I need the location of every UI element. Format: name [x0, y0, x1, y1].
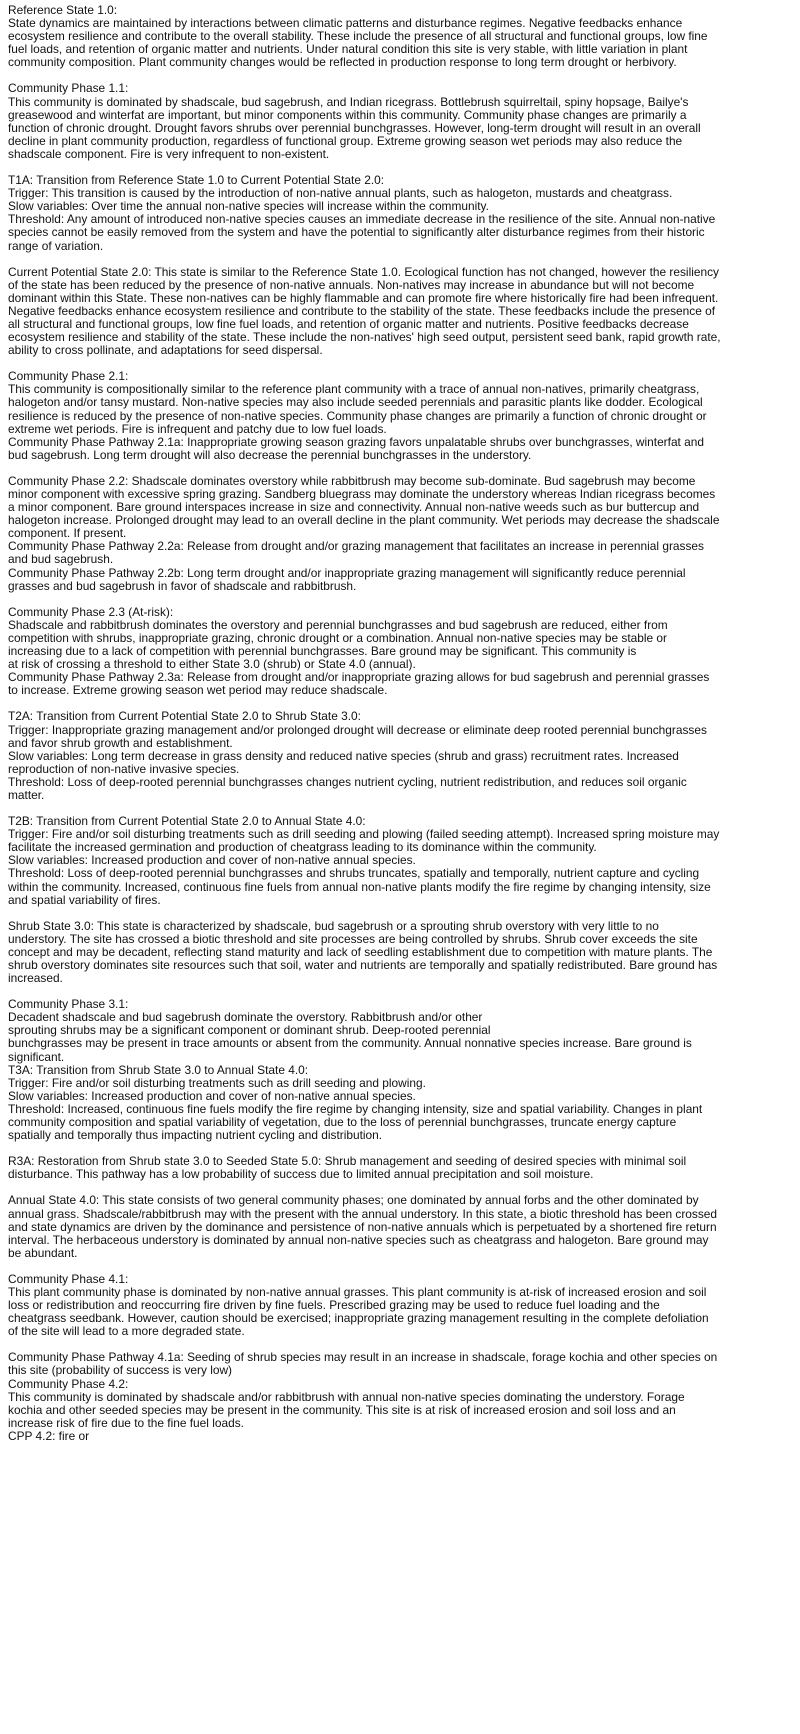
paragraph-block [8, 815, 792, 907]
paragraph-line: community composition and spatial variability of vegetation, due to the loss of perennial bunchgrasses, truncate energy capture [8, 1115, 677, 1130]
paragraph-line: ecosystem resilience and contribute to the overall stability. These include the presence of all structural and functional groups, low fine [8, 29, 708, 44]
paragraph-line: Threshold: Loss of deep-rooted perennial bunchgrasses and shrubs truncates, spatially and temporally, nutrient capture and cycling [8, 866, 700, 881]
paragraph-line: facilitate the increased germination and production of cheatgrass leading to its dominance within the community. [8, 840, 597, 855]
paragraph-line: Slow variables: Long term decrease in grass density and reduced native species (shrub and grass) recruitment rates. Increased [8, 748, 679, 763]
paragraph-line: Negative feedbacks enhance ecosystem resilience and contribute to the stability of the state. These feedbacks include the presence of [8, 303, 716, 318]
paragraph-line: of the site will lead to a more degraded state. [8, 1324, 245, 1339]
paragraph-line: Threshold: Any amount of introduced non-native species causes an immediate decrease in the resilience of the site. Annual non-native [8, 212, 716, 227]
paragraph-line: and state dynamics are driven by the dominance and persistence of non-native annuals which is perpetuated by a shortened fire return [8, 1219, 717, 1234]
paragraph-line: annual grass. Shadscale/rabbitbrush may with the present with the annual understory. In this state, a biotic threshold has been crossed [8, 1206, 718, 1221]
paragraph-line: Trigger: Inappropriate grazing management and/or prolonged drought will decrease or eliminate deep rooted perennial bunchgrasses [8, 722, 707, 737]
paragraph-line: be abundant. [8, 1245, 78, 1260]
paragraph-line: matter. [8, 787, 45, 802]
paragraph-line: and favor shrub growth and establishment. [8, 735, 233, 750]
paragraph-line: shrub overstory dominates site resources such that soil, water and nutrients are temporally and spatially redistributed. Bare ground has [8, 958, 718, 972]
paragraph-line: increased. [8, 971, 63, 986]
paragraph-line: a minor component. Bare ground interspaces increase in size and connectivity. Annual non-native weeds such as bur buttercup and [8, 500, 700, 515]
paragraph-block [8, 266, 792, 358]
paragraph-line: function of chronic drought. Drought favors shrubs over perennial bunchgrasses. However, long-term drought will result in an overall [8, 120, 701, 135]
paragraph-line: fuel loads, and retention of organic matter and nutrients. Under natural condition this site is very stable, with little variation in plant [8, 42, 688, 57]
paragraph-line: this site (probability of success is very low) [8, 1363, 233, 1378]
paragraph-block [8, 606, 792, 698]
paragraph-line: community composition. Plant community changes would be reflected in production response to long term drought or herbivory. [8, 55, 677, 70]
paragraph-heading-line: Annual State 4.0: This state consists of two general community phases; one dominated by annual forbs and the other dominated by [8, 1193, 699, 1208]
paragraph-line: Threshold: Increased, continuous fine fuels modify the fire regime by changing intensity, size and spatial variability. Changes in plant [8, 1101, 703, 1116]
paragraph-line: disturbance. This pathway has a low probability of success due to limited annual precipitation and soil moisture. [8, 1167, 594, 1182]
paragraph-line: halogeton increase. Prolonged drought may lead to an overall decline in the plant community. Wet periods may decrease the shadscale [8, 513, 720, 528]
paragraph-block [8, 1155, 792, 1181]
paragraph-line: cheatgrass seedbank. However, caution should be exercised; inappropriate grazing management resulting in the complete defoliation [8, 1311, 709, 1326]
paragraph-line: Trigger: This transition is caused by the introduction of non-native annual plants, such as halogeton, mustards and cheatgrass. [8, 186, 673, 201]
paragraph-line: Community Phase 4.2: [8, 1376, 129, 1391]
paragraph-line: Trigger: Fire and/or soil disturbing treatments such as drill seeding and plowing (failed seeding attempt). Increased spring moisture may [8, 827, 720, 842]
paragraph-line: T3A: Transition from Shrub State 3.0 to Annual State 4.0: [8, 1062, 309, 1077]
paragraph-line: shadscale component. Fire is very infrequent to non-existent. [8, 146, 330, 161]
paragraph-line: at risk of crossing a threshold to either State 3.0 (shrub) or State 4.0 (annual). [8, 657, 416, 672]
paragraph-line: Slow variables: Increased production and cover of non-native annual species. [8, 1088, 416, 1103]
paragraph-line: competition with shrubs, inappropriate grazing, chronic drought or a combination. Annual non-native species may be stable or [8, 630, 667, 645]
paragraph-block [8, 370, 792, 462]
paragraph-line: and spatial variability of fires. [8, 892, 161, 907]
paragraph-block [8, 475, 792, 593]
paragraph-heading-line: T1A: Transition from Reference State 1.0 to Current Potential State 2.0: [8, 173, 385, 188]
paragraph-heading-line: Reference State 1.0: [8, 3, 118, 17]
paragraph-line: bud sagebrush. Long term drought will also decrease the perennial bunchgrasses in the understory. [8, 447, 532, 462]
paragraph-line: and bud sagebrush. [8, 552, 114, 567]
paragraph-line: halogeton and/or tansy mustard. Non-native species may also include seeded perennials and parasitic plants like dodder. Ecological [8, 395, 703, 410]
paragraph-line: Community Phase Pathway 2.1a: Inappropriate growing season grazing favors unpalatable shrubs over bunchgrasses, winterfat and [8, 434, 705, 449]
paragraph-line: sprouting shrubs may be a significant component or dominant shrub. Deep-rooted perennial [8, 1023, 491, 1038]
paragraph-heading-line: Community Phase 2.3 (At-risk): [8, 604, 174, 619]
paragraph-line: significant. [8, 1049, 65, 1064]
paragraph-line: loss or redistribution and reoccurring fire driven by fine fuels. Prescribed grazing may be used to reduce fuel loading and the [8, 1298, 660, 1313]
paragraph-line: kochia and other seeded species may be present in the community. This site is at risk of increased erosion and soil loss and an [8, 1402, 676, 1417]
paragraph-heading-line: Current Potential State 2.0: This state is similar to the Reference State 1.0. Ecological function has not changed, however the resiliency [8, 264, 719, 279]
paragraph-line: species cannot be easily removed from the system and have the potential to significantly alter disturbance regimes from their historic [8, 225, 705, 240]
paragraph-line: of the state has been reduced by the presence of non-native annuals. Non-natives may increase in abundance but will not become [8, 277, 695, 292]
paragraph-line: component. If present. [8, 526, 127, 541]
paragraph-line: This plant community phase is dominated by non-native annual grasses. This plant community is at-risk of increased erosion and soil [8, 1284, 707, 1299]
paragraph-line: Trigger: Fire and/or soil disturbing treatments such as drill seeding and plowing. [8, 1075, 426, 1090]
paragraph-heading-line: R3A: Restoration from Shrub state 3.0 to Seeded State 5.0: Shrub management and seeding of desired species with minimal soil [8, 1154, 687, 1169]
paragraph-line: increase risk of fire due to the fine fuel loads. [8, 1415, 244, 1430]
paragraph-line: ecosystem resilience and stability of the state. These include the non-natives' high seed output, persistent seed bank, rapid growth rate, [8, 330, 721, 345]
paragraph-line: greasewood and winterfat are important, but minor components within this community. Community phase changes are primarily a [8, 107, 687, 122]
paragraph-heading-line: Community Phase 2.1: [8, 369, 129, 384]
paragraph-heading-line: T2B: Transition from Current Potential State 2.0 to Annual State 4.0: [8, 814, 366, 829]
paragraph-line: bunchgrasses may be present in trace amounts or absent from the community. Annual nonnative species increase. Bare ground is [8, 1036, 692, 1051]
paragraph-line: Threshold: Loss of deep-rooted perennial bunchgrasses changes nutrient cycling, nutrient redistribution, and reduces soil organic [8, 774, 687, 789]
paragraph-heading-line: Community Phase 1.1: [8, 81, 129, 96]
paragraph-line: Community Phase Pathway 2.2a: Release from drought and/or grazing management that facilitates an increase in perennial grasses [8, 539, 704, 554]
paragraph-line: spatially and temporally thus impacting nutrient cycling and distribution. [8, 1128, 383, 1143]
paragraph-block [8, 1351, 792, 1443]
paragraph-line: within the community. Increased, continuous fine fuels from annual non-native plants modify the fire regime by changing intensity, size [8, 879, 711, 894]
paragraph-line: Community Phase Pathway 2.3a: Release from drought and/or inappropriate grazing allows for bud sagebrush and perennial grasses [8, 670, 710, 685]
paragraph-line: This community is compositionally similar to the reference plant community with a trace of annual non-natives, primarily cheatgrass, [8, 382, 700, 397]
paragraph-heading-line: T2A: Transition from Current Potential State 2.0 to Shrub State 3.0: [8, 709, 361, 724]
paragraph-line: grasses and bud sagebrush in favor of shadscale and rabbitbrush. [8, 578, 357, 593]
paragraph-line: resilience is reduced by the presence of non-native species. Community phase changes are primarily a function of chronic drought or [8, 408, 707, 423]
paragraph-line: reproduction of non-native invasive species. [8, 761, 240, 776]
paragraph-line: understory. The site has crossed a biotic threshold and site processes are being controlled by shrubs. Shrub cover exceeds the site [8, 931, 698, 946]
paragraph-block [8, 998, 792, 1142]
paragraph-line: Community Phase Pathway 2.2b: Long term drought and/or inappropriate grazing management will significantly reduce perennial [8, 565, 686, 580]
paragraph-block [8, 710, 792, 802]
paragraph-block [8, 82, 792, 161]
paragraph-line: State dynamics are maintained by interactions between climatic patterns and disturbance regimes. Negative feedbacks enhance [8, 16, 683, 31]
paragraph-line: increasing due to a lack of competition with perennial bunchgrasses. Bare ground may be significant. This community is [8, 644, 637, 659]
paragraph-heading-line: Community Phase 4.1: [8, 1271, 129, 1286]
paragraph-line: dominant within this State. These non-natives can be highly flammable and can promote fire where historically fire had been infrequent. [8, 290, 719, 305]
paragraph-line: extreme wet periods. Fire is infrequent and patchy due to low fuel loads. [8, 421, 387, 436]
paragraph-line: CPP 4.2: fire or [8, 1428, 90, 1443]
paragraph-heading-line: Community Phase Pathway 4.1a: Seeding of shrub species may result in an increase in shadscale, forage kochia and other species on [8, 1350, 718, 1365]
paragraph-heading-line: Community Phase 2.2: Shadscale dominates overstory while rabbitbrush may become sub-dominate. Bud sagebrush may become [8, 473, 696, 488]
paragraph-line: interval. The herbaceous understory is dominated by annual non-native species such as cheatgrass and halogeton. Bare ground may [8, 1232, 709, 1247]
paragraph-line: concept and may be decadent, reflecting stand maturity and lack of seedling establishment due to competition with mature plants. The [8, 944, 713, 959]
paragraph-line: This community is dominated by shadscale, bud sagebrush, and Indian ricegrass. Bottlebrush squirreltail, spiny hopsage, Bailye's [8, 94, 689, 109]
paragraph-line: ability to cross pollinate, and adaptations for seed dispersal. [8, 343, 323, 358]
paragraph-line: decline in plant community production, regardless of functional group. Extreme growing season wet periods may also reduce the [8, 133, 683, 148]
paragraph-line: Shadscale and rabbitbrush dominates the overstory and perennial bunchgrasses and bud sagebrush are reduced, either from [8, 617, 668, 632]
paragraph-line: Decadent shadscale and bud sagebrush dominate the overstory. Rabbitbrush and/or other [8, 1010, 483, 1025]
document-body [8, 4, 792, 1443]
paragraph-line: range of variation. [8, 238, 104, 253]
paragraph-block [8, 920, 792, 985]
paragraph-block [8, 1194, 792, 1259]
paragraph-block [8, 174, 792, 253]
paragraph-line: Slow variables: Over time the annual non-native species will increase within the community. [8, 199, 489, 214]
paragraph-line: all structural and functional groups, low fine fuel loads, and retention of organic matter and nutrients. Positive feedbacks decrease [8, 316, 689, 331]
paragraph-line: Slow variables: Increased production and cover of non-native annual species. [8, 853, 416, 868]
paragraph-block [8, 4, 792, 69]
paragraph-heading-line: Community Phase 3.1: [8, 997, 129, 1012]
paragraph-line: to increase. Extreme growing season wet period may reduce shadscale. [8, 683, 388, 698]
paragraph-line: This community is dominated by shadscale and/or rabbitbrush with annual non-native species dominating the understory. Forage [8, 1389, 685, 1404]
paragraph-block [8, 1273, 792, 1338]
paragraph-heading-line: Shrub State 3.0: This state is characterized by shadscale, bud sagebrush or a sprouting shrub overstory with very little to no [8, 918, 659, 933]
paragraph-line: minor component with excessive spring grazing. Sandberg bluegrass may dominate the understory whereas Indian ricegrass becomes [8, 487, 716, 501]
